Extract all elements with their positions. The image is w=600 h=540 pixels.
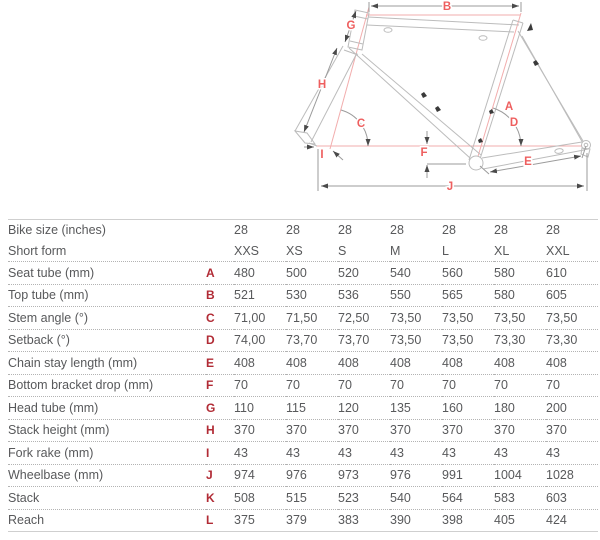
geometry-table-body [8,220,598,532]
value-cell: 605 [546,284,598,307]
dimension-letter [206,241,234,262]
table-row [8,220,598,241]
value-cell: 398 [442,509,494,532]
dim-label-i: I [320,149,324,161]
value-cell: 408 [442,352,494,375]
value-cell: 408 [390,352,442,375]
axis-lines [316,7,588,163]
dim-label-g: G [346,20,356,32]
value-cell: 530 [286,284,338,307]
table-row [8,397,598,420]
value-cell: 28 [494,223,508,238]
row-label: Stack height (mm) [8,419,206,442]
row-label: Top tube (mm) [8,284,206,307]
dimension-letter: L [206,509,234,532]
value-cell: 28 [442,223,456,238]
row-label: Seat tube (mm) [8,262,206,285]
row-label: Head tube (mm) [8,397,206,420]
value-cell: 73,50 [546,307,598,330]
value-cell: 580 [494,284,546,307]
value-cell: 515 [286,487,338,510]
value-cell: 73,50 [390,307,442,330]
dim-label-c: C [356,118,366,130]
dimension-letter: J [206,464,234,487]
table-row [8,464,598,487]
value-cell: 73,50 [390,329,442,352]
table-row [8,487,598,510]
value-cell: 564 [442,487,494,510]
value-cell: 73,70 [338,329,390,352]
value-cell: S [338,243,347,258]
value-cell: 73,50 [442,307,494,330]
value-cell: XS [286,243,303,258]
value-cell: 70 [546,374,598,397]
value-cell: 974 [234,464,286,487]
value-cell: 74,00 [234,329,286,352]
value-cell: 565 [442,284,494,307]
value-cell: 28 [234,223,248,238]
value-cell: 71,00 [234,307,286,330]
value-cell: 390 [390,509,442,532]
value-cell: 408 [338,352,390,375]
value-cell: 43 [546,442,598,465]
value-cell: 28 [286,223,300,238]
value-cell: 370 [390,419,442,442]
value-cell: 73,30 [546,329,598,352]
value-cell: 408 [546,352,598,375]
value-cell: 583 [494,487,546,510]
value-cell: 536 [338,284,390,307]
value-cell: 976 [286,464,338,487]
value-cell: 603 [546,487,598,510]
dimension-letter: C [206,307,234,330]
value-cell: L [442,243,449,258]
value-cell: 115 [286,397,338,420]
dimension-letter: B [206,284,234,307]
value-cell: 43 [338,442,390,465]
geometry-table [8,219,598,532]
value-cell: 73,50 [494,307,546,330]
value-cell: 160 [442,397,494,420]
value-cell: 370 [442,419,494,442]
value-cell: 43 [286,442,338,465]
value-cell: 43 [234,442,286,465]
value-cell: 70 [390,374,442,397]
value-cell: 120 [338,397,390,420]
value-cell: 370 [338,419,390,442]
value-cell: 408 [494,352,546,375]
value-cell: 973 [338,464,390,487]
value-cell: 580 [494,262,546,285]
value-cell: 540 [390,262,442,285]
value-cell: 73,50 [442,329,494,352]
table-row [8,241,598,262]
row-label: Reach [8,509,206,532]
value-cell: 370 [234,419,286,442]
dim-label-d: D [509,117,519,129]
value-cell: 408 [234,352,286,375]
row-label: Short form [8,243,67,258]
value-cell: 560 [442,262,494,285]
table-row [8,284,598,307]
value-cell: 550 [390,284,442,307]
row-label: Stem angle (°) [8,307,206,330]
value-cell: 610 [546,262,598,285]
dimension-letter: I [206,442,234,465]
value-cell: 73,30 [494,329,546,352]
dim-label-a: A [504,101,514,113]
value-cell: 43 [442,442,494,465]
value-cell: 500 [286,262,338,285]
dimension-letter: D [206,329,234,352]
value-cell: 28 [390,223,404,238]
value-cell: 523 [338,487,390,510]
value-cell: 72,50 [338,307,390,330]
value-cell: 480 [234,262,286,285]
table-row [8,374,598,397]
table-row [8,442,598,465]
value-cell: 379 [286,509,338,532]
value-cell: 70 [494,374,546,397]
row-label: Bike size (inches) [8,223,106,238]
value-cell: 135 [390,397,442,420]
dim-label-f: F [420,147,428,159]
table-row [8,419,598,442]
table-row [8,262,598,285]
row-label: Stack [8,487,206,510]
value-cell: 991 [442,464,494,487]
row-label: Fork rake (mm) [8,442,206,465]
dimension-letter: G [206,397,234,420]
table-row [8,307,598,330]
value-cell: 375 [234,509,286,532]
table-row [8,352,598,375]
dim-label-h: H [317,79,327,91]
table-row [8,509,598,532]
row-label: Bottom bracket drop (mm) [8,374,206,397]
value-cell: 408 [286,352,338,375]
value-cell: M [390,243,401,258]
dimension-letter: A [206,262,234,285]
value-cell: 200 [546,397,598,420]
table-row [8,329,598,352]
value-cell: 424 [546,509,598,532]
value-cell: 43 [390,442,442,465]
row-label: Wheelbase (mm) [8,464,206,487]
dim-label-e: E [524,156,532,168]
value-cell: XXL [546,243,570,258]
value-cell: 70 [338,374,390,397]
dimension-letter [206,220,234,241]
value-cell: 70 [286,374,338,397]
value-cell: 1004 [494,464,546,487]
value-cell: 28 [338,223,352,238]
dimension-letter: F [206,374,234,397]
value-cell: 43 [494,442,546,465]
value-cell: 70 [442,374,494,397]
value-cell: 110 [234,397,286,420]
value-cell: 370 [494,419,546,442]
dim-label-b: B [442,1,452,13]
dimension-letter: H [206,419,234,442]
dimension-letter: E [206,352,234,375]
row-label: Chain stay length (mm) [8,352,206,375]
value-cell: 405 [494,509,546,532]
value-cell: XXS [234,243,260,258]
value-cell: 508 [234,487,286,510]
value-cell: 540 [390,487,442,510]
dim-label-j: J [446,181,454,193]
value-cell: 370 [546,419,598,442]
value-cell: 71,50 [286,307,338,330]
row-label: Setback (°) [8,329,206,352]
value-cell: 73,70 [286,329,338,352]
value-cell: 28 [546,223,560,238]
value-cell: 1028 [546,464,598,487]
value-cell: 520 [338,262,390,285]
value-cell: 180 [494,397,546,420]
bike-frame-diagram [0,0,600,215]
value-cell: 521 [234,284,286,307]
value-cell: 383 [338,509,390,532]
value-cell: 70 [234,374,286,397]
value-cell: XL [494,243,510,258]
value-cell: 976 [390,464,442,487]
value-cell: 370 [286,419,338,442]
dimension-letter: K [206,487,234,510]
